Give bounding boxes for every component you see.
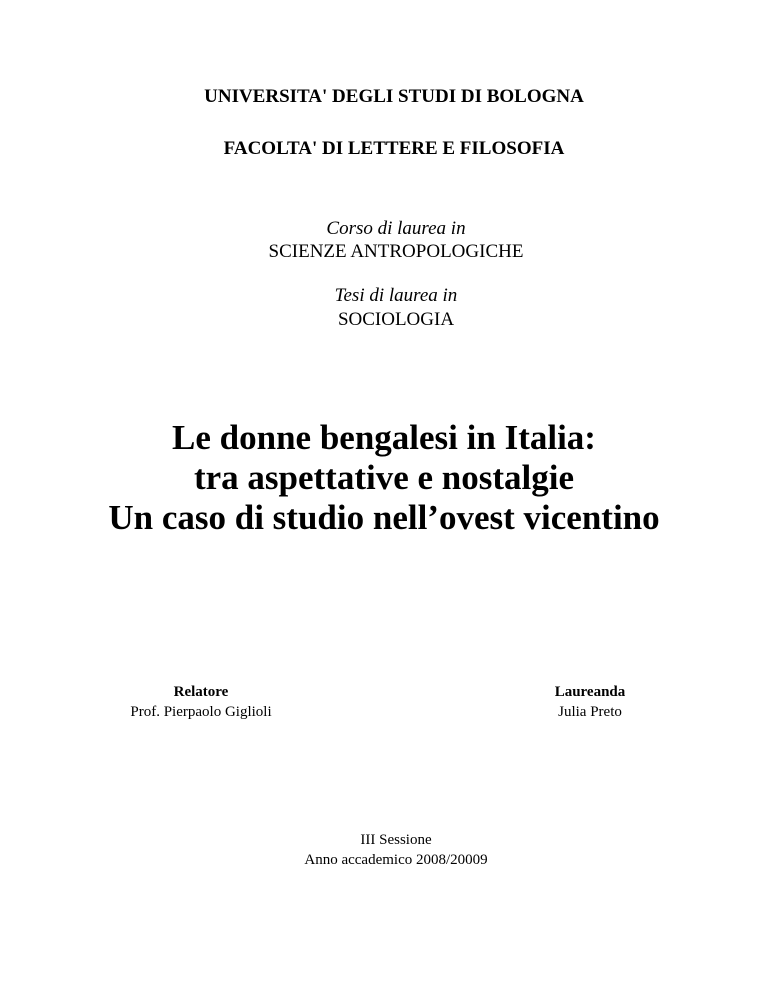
supervisor-name: Prof. Pierpaolo Giglioli	[130, 704, 272, 720]
thesis-label: Tesi di laurea in	[334, 285, 458, 306]
thesis-title-line-1: Le donne bengalesi in Italia:	[172, 418, 596, 457]
academic-year: Anno accademico 2008/20009	[304, 852, 488, 868]
candidate-name: Julia Preto	[558, 704, 622, 720]
session-label: III Sessione	[360, 832, 432, 848]
thesis-title	[0, 418, 768, 538]
candidate-role: Laureanda	[554, 684, 626, 700]
thesis-subject: SOCIOLOGIA	[337, 309, 455, 330]
session-block	[12, 830, 768, 870]
university-name: UNIVERSITA' DEGLI STUDI DI BOLOGNA	[204, 86, 584, 107]
course-label: Corso di laurea in	[326, 218, 466, 239]
thesis-title-line-2: tra aspettative e nostalgie	[193, 458, 575, 497]
supervisor-role: Relatore	[173, 684, 229, 700]
faculty-name: FACOLTA' DI LETTERE E FILOSOFIA	[223, 138, 565, 159]
candidate-block	[520, 682, 660, 722]
supervisor-block	[106, 682, 296, 722]
thesis-title-line-3: Un caso di studio nell’ovest vicentino	[108, 498, 660, 537]
course-name: SCIENZE ANTROPOLOGICHE	[268, 241, 524, 262]
